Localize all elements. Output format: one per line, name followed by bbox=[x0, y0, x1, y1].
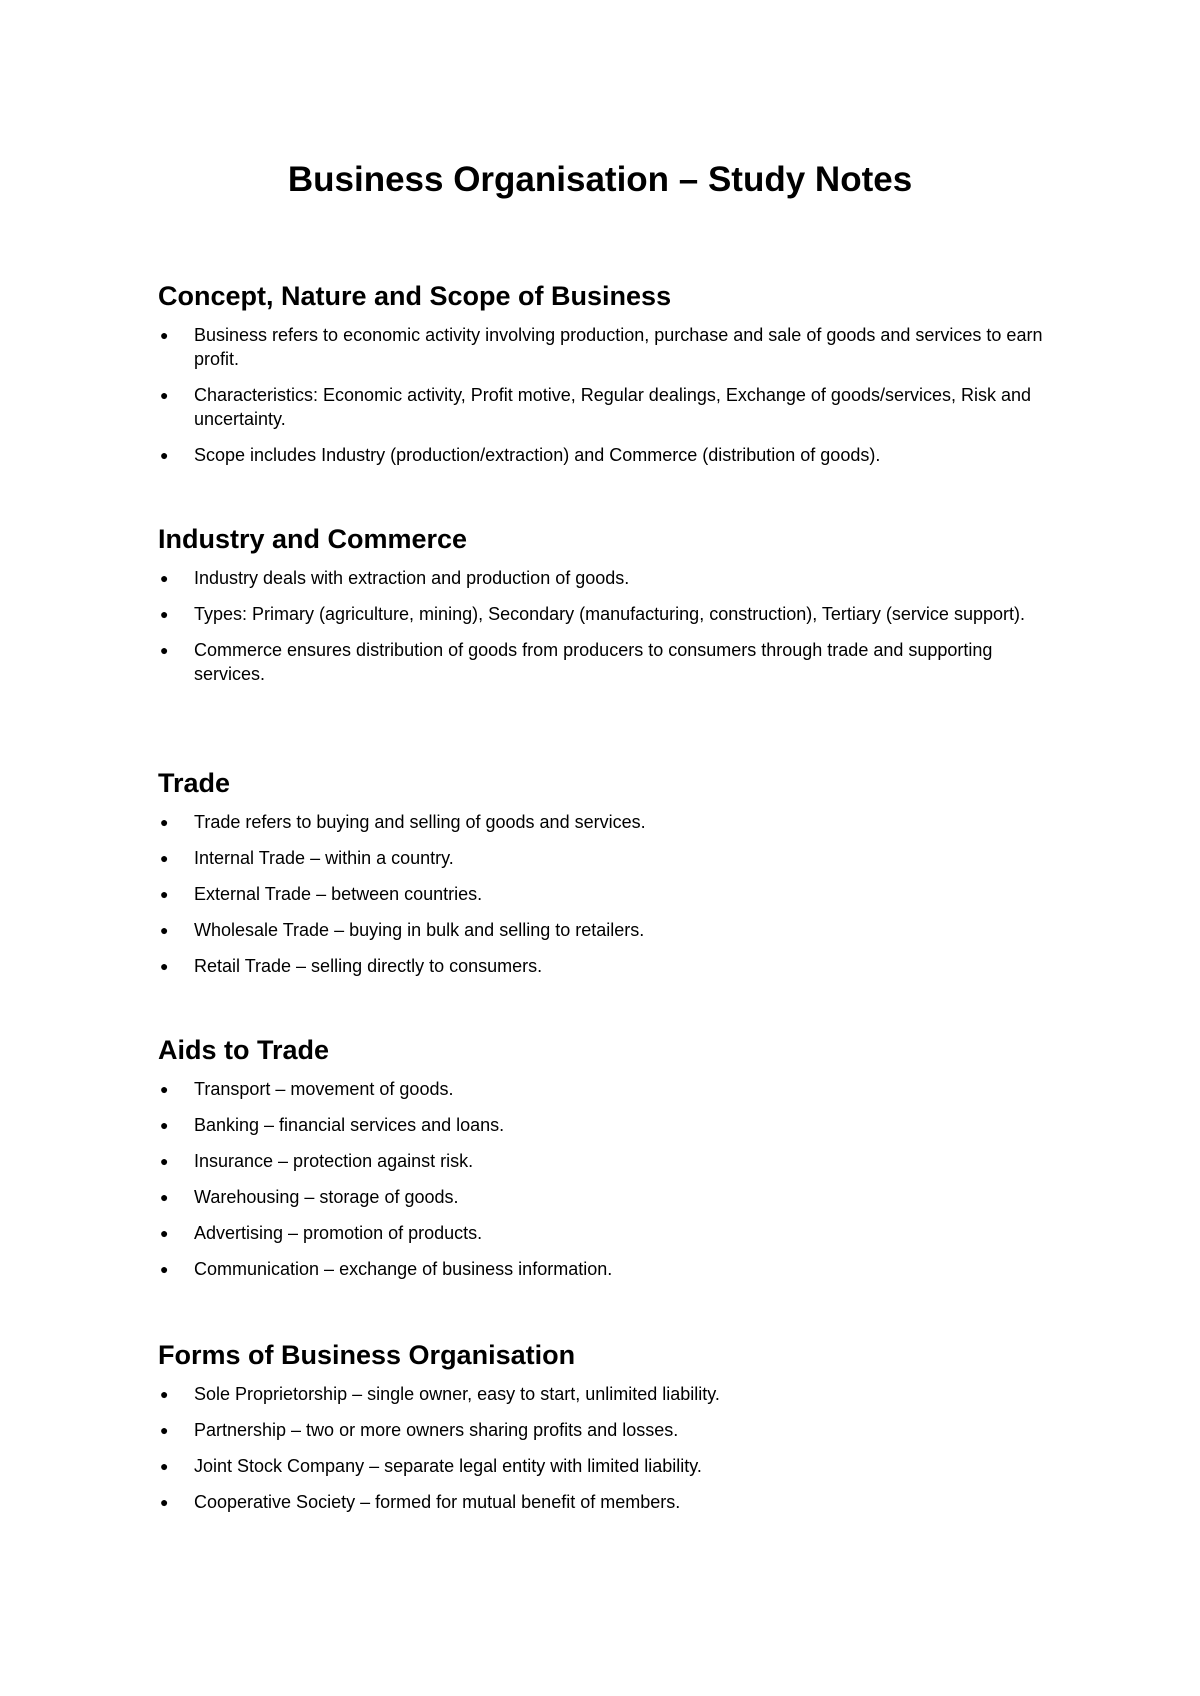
list-item bbox=[158, 1113, 1058, 1137]
bullet-icon: ● bbox=[160, 1494, 169, 1510]
list-item-text: Insurance – protection against risk. bbox=[194, 1151, 474, 1171]
list-item bbox=[158, 1418, 1058, 1442]
bullet-icon: ● bbox=[160, 570, 169, 586]
bullet-icon: ● bbox=[160, 1189, 169, 1205]
bullet-icon: ● bbox=[160, 814, 169, 830]
section-heading: Trade bbox=[158, 768, 231, 798]
bullet-icon: ● bbox=[160, 1261, 169, 1277]
list-item-text: Cooperative Society – formed for mutual benefit of members. bbox=[194, 1492, 681, 1512]
bullet-list bbox=[158, 1077, 1058, 1281]
bullet-icon: ● bbox=[160, 958, 169, 974]
list-item bbox=[158, 323, 1058, 371]
list-item bbox=[158, 1185, 1058, 1209]
list-item-text: Industry deals with extraction and production of goods. bbox=[194, 568, 630, 588]
section-aids-to-trade bbox=[158, 1033, 1058, 1293]
bullet-icon: ● bbox=[160, 1117, 169, 1133]
list-item-text: Sole Proprietorship – single owner, easy to start, unlimited liability. bbox=[194, 1384, 720, 1404]
section-heading: Concept, Nature and Scope of Business bbox=[158, 281, 672, 311]
section-forms-of-business bbox=[158, 1338, 1058, 1526]
list-item-text: Warehousing – storage of goods. bbox=[194, 1187, 459, 1207]
list-item-text: Retail Trade – selling directly to consumers. bbox=[194, 956, 543, 976]
list-item bbox=[158, 383, 1058, 431]
list-item bbox=[158, 1221, 1058, 1245]
bullet-icon: ● bbox=[160, 1422, 169, 1438]
list-item-text: Partnership – two or more owners sharing profits and losses. bbox=[194, 1420, 679, 1440]
list-item bbox=[158, 1454, 1058, 1478]
list-item bbox=[158, 602, 1058, 626]
bullet-list bbox=[158, 566, 1058, 686]
list-item-text: Scope includes Industry (production/extraction) and Commerce (distribution of goods). bbox=[194, 445, 881, 465]
bullet-list bbox=[158, 810, 1058, 978]
section-industry-commerce bbox=[158, 522, 1058, 698]
bullet-icon: ● bbox=[160, 1458, 169, 1474]
section-concept-nature-scope bbox=[158, 279, 1058, 479]
section-trade bbox=[158, 766, 1058, 990]
list-item bbox=[158, 846, 1058, 870]
bullet-icon: ● bbox=[160, 642, 169, 658]
list-item-text: Trade refers to buying and selling of goods and services. bbox=[194, 812, 646, 832]
list-item bbox=[158, 1382, 1058, 1406]
bullet-icon: ● bbox=[160, 850, 169, 866]
list-item bbox=[158, 1077, 1058, 1101]
list-item bbox=[158, 882, 1058, 906]
list-item bbox=[158, 1149, 1058, 1173]
bullet-icon: ● bbox=[160, 606, 169, 622]
list-item-text: External Trade – between countries. bbox=[194, 884, 483, 904]
list-item-text: Commerce ensures distribution of goods from producers to consumers through trade and supporting services. bbox=[194, 640, 993, 684]
bullet-icon: ● bbox=[160, 1081, 169, 1097]
bullet-icon: ● bbox=[160, 327, 169, 343]
bullet-icon: ● bbox=[160, 1386, 169, 1402]
list-item-text: Internal Trade – within a country. bbox=[194, 848, 454, 868]
list-item bbox=[158, 566, 1058, 590]
list-item-text: Characteristics: Economic activity, Profit motive, Regular dealings, Exchange of goods/services, Risk and uncertainty. bbox=[194, 385, 1032, 429]
list-item-text: Communication – exchange of business information. bbox=[194, 1259, 613, 1279]
list-item bbox=[158, 1490, 1058, 1514]
list-item-text: Types: Primary (agriculture, mining), Secondary (manufacturing, construction), Tertiary (service support). bbox=[194, 604, 1025, 624]
list-item bbox=[158, 638, 1058, 686]
list-item-text: Transport – movement of goods. bbox=[194, 1079, 454, 1099]
bullet-icon: ● bbox=[160, 447, 169, 463]
list-item-text: Wholesale Trade – buying in bulk and selling to retailers. bbox=[194, 920, 645, 940]
section-heading: Forms of Business Organisation bbox=[158, 1340, 576, 1370]
section-heading: Industry and Commerce bbox=[158, 524, 468, 554]
list-item bbox=[158, 1257, 1058, 1281]
list-item bbox=[158, 443, 1058, 467]
list-item-text: Joint Stock Company – separate legal entity with limited liability. bbox=[194, 1456, 702, 1476]
bullet-list bbox=[158, 323, 1058, 467]
list-item bbox=[158, 810, 1058, 834]
bullet-icon: ● bbox=[160, 1225, 169, 1241]
bullet-list bbox=[158, 1382, 1058, 1514]
bullet-icon: ● bbox=[160, 886, 169, 902]
bullet-icon: ● bbox=[160, 387, 169, 403]
list-item-text: Advertising – promotion of products. bbox=[194, 1223, 483, 1243]
document-title: Business Organisation – Study Notes bbox=[287, 160, 913, 199]
section-heading: Aids to Trade bbox=[158, 1035, 330, 1065]
list-item-text: Banking – financial services and loans. bbox=[194, 1115, 505, 1135]
bullet-icon: ● bbox=[160, 922, 169, 938]
bullet-icon: ● bbox=[160, 1153, 169, 1169]
list-item bbox=[158, 918, 1058, 942]
list-item bbox=[158, 954, 1058, 978]
list-item-text: Business refers to economic activity involving production, purchase and sale of goods and services to earn profit. bbox=[194, 325, 1043, 369]
